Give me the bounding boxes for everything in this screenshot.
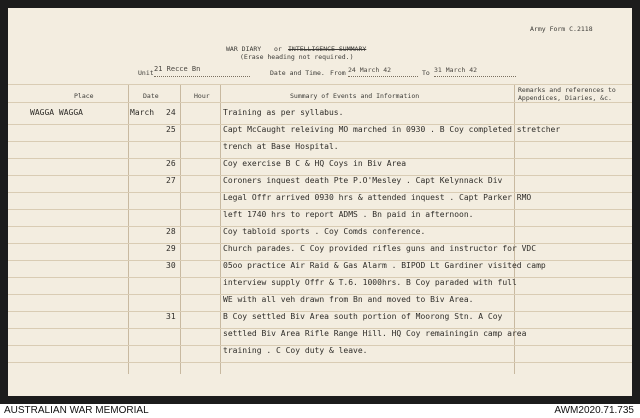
entry-text: Church parades. C Coy provided rifles guns and instructor for VDC (223, 244, 537, 253)
rule-header-bottom (8, 102, 632, 103)
intelligence-summary-struck: INTELLIGENCE SUMMARY (288, 45, 367, 53)
col-header-remarks: Remarks and references to Appendices, Diaries, &c. (518, 86, 616, 102)
footer-institution: AUSTRALIAN WAR MEMORIAL (4, 405, 149, 416)
entry-place: WAGGA WAGGA (30, 108, 83, 117)
from-value: 24 March 42 (348, 66, 392, 74)
entry-month: March (130, 108, 155, 117)
entry-text: Coy tabloid sports . Coy Comds conference. (223, 227, 426, 236)
entry-text: Capt McCaught releiving MO marched in 0930 . B Coy completed stretcher (223, 125, 561, 134)
unit-label: Unit (138, 69, 154, 77)
entry-text: trench at Base Hospital. (223, 142, 339, 151)
entry-text: B Coy settled Biv Area south portion of Moorong Stn. A Coy (223, 312, 503, 321)
ruled-line (8, 362, 632, 363)
to-label: To (422, 69, 430, 77)
entry-text: left 1740 hrs to report ADMS . Bn paid in afternoon. (223, 210, 474, 219)
unit-dotted-line (154, 76, 250, 77)
entry-text: Training as per syllabus. (223, 108, 344, 117)
entry-text: Coy exercise B C & HQ Coys in Biv Area (223, 159, 407, 168)
unit-value: 21 Recce Bn (154, 65, 201, 73)
entry-day: 26 (166, 159, 176, 168)
entry-day: 24 (166, 108, 176, 117)
entry-text: Legal Offr arrived 0930 hrs & attended inquest . Capt Parker RMO (223, 193, 532, 202)
date-time-label: Date and Time. (270, 69, 325, 77)
footer-accession-number: AWM2020.71.735 (554, 405, 634, 416)
form-number: Army Form C.2118 (530, 25, 593, 33)
war-diary-sheet (8, 8, 632, 396)
war-diary-heading: WAR DIARY (226, 45, 262, 53)
entry-day: 31 (166, 312, 176, 321)
entry-day: 25 (166, 125, 176, 134)
entry-day: 30 (166, 261, 176, 270)
entry-day: 27 (166, 176, 176, 185)
rule-top (8, 84, 632, 85)
entry-day: 28 (166, 227, 176, 236)
rule-place-date (128, 84, 129, 374)
col-header-place: Place (74, 92, 94, 100)
entry-text: 05oo practice Air Raid & Gas Alarm . BIPOD Lt Gardiner visited camp (223, 261, 546, 270)
entry-text: Coroners inquest death Pte P.O'Mesley . Capt Kelynnack Div (223, 176, 503, 185)
or-word: or (274, 45, 282, 53)
erase-heading-note: (Erase heading not required.) (240, 53, 354, 61)
to-dotted-line (434, 76, 516, 77)
rule-hour-summary (220, 84, 221, 374)
from-label: From (330, 69, 346, 77)
rule-date-hour (180, 84, 181, 374)
col-header-summary: Summary of Events and Information (290, 92, 420, 100)
entry-text: settled Biv Area Rifle Range Hill. HQ Coy remainingin camp area (223, 329, 527, 338)
entry-text: training . C Coy duty & leave. (223, 346, 368, 355)
col-header-date: Date (143, 92, 159, 100)
to-value: 31 March 42 (434, 66, 478, 74)
entry-day: 29 (166, 244, 176, 253)
entry-text: interview supply Offr & T.6. 1000hrs. B Coy paraded with full (223, 278, 517, 287)
col-header-hour: Hour (194, 92, 210, 100)
entry-text: WE with all veh drawn from Bn and moved to Biv Area. (223, 295, 474, 304)
from-dotted-line (348, 76, 418, 77)
